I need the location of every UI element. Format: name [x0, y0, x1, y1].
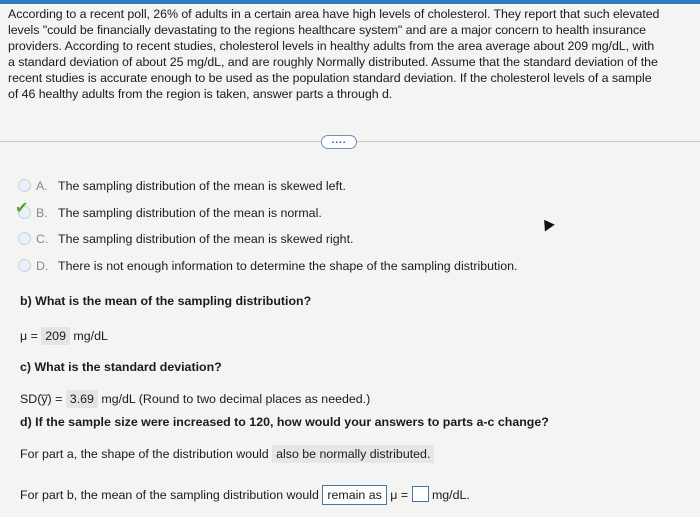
- problem-line: a standard deviation of about 25 mg/dL, and are roughly Normally distributed. Assume that the standard deviation of the: [8, 55, 658, 69]
- top-accent-bar: [0, 0, 700, 4]
- part-c-answer-line: [20, 390, 370, 408]
- part-b-answer-line: [20, 327, 108, 345]
- sd-answer-field[interactable]: 3.69: [66, 390, 98, 408]
- radio-button[interactable]: [18, 179, 31, 192]
- radio-button[interactable]: [18, 232, 31, 245]
- problem-line: of 46 healthy adults from the region is taken, answer parts a through d.: [8, 87, 393, 101]
- sd-suffix: mg/dL (Round to two decimal places as needed.): [101, 392, 371, 406]
- checkmark-icon: ✔: [15, 199, 29, 217]
- mouse-cursor-icon: [539, 216, 555, 231]
- expand-more-button[interactable]: ....: [321, 135, 357, 149]
- part-b-question: b) What is the mean of the sampling distribution?: [20, 294, 312, 308]
- mu-label: μ =: [20, 329, 38, 343]
- problem-line: According to a recent poll, 26% of adults in a certain area have high levels of cholesterol. They report that such elevated: [8, 7, 660, 21]
- radio-button[interactable]: [18, 259, 31, 272]
- option-letter: B.: [36, 205, 48, 220]
- unit-label: mg/dL.: [431, 488, 470, 502]
- problem-line: levels "could be financially devastating to the regions healthcare system" and are a major concern to health insurance: [8, 23, 646, 37]
- part-c-question: c) What is the standard deviation?: [20, 360, 222, 374]
- shape-answer-dropdown[interactable]: also be normally distributed.: [272, 445, 434, 463]
- part-d-line-a: [20, 446, 434, 462]
- sd-label: SD(y̅) =: [20, 392, 63, 406]
- part-b-prefix: For part b, the mean of the sampling distribution would: [20, 488, 319, 502]
- option-text: There is not enough information to determine the shape of the sampling distribution.: [58, 258, 518, 273]
- problem-line: providers. According to recent studies, cholesterol levels in healthy adults from the area average about 209 mg/dL, with: [8, 39, 655, 53]
- unit-label: mg/dL: [73, 329, 108, 343]
- mu-label: μ =: [390, 488, 409, 502]
- option-letter: D.: [36, 258, 49, 273]
- mean-change-dropdown[interactable]: remain as: [322, 485, 386, 505]
- option-text: The sampling distribution of the mean is skewed left.: [58, 179, 346, 193]
- option-letter: A.: [36, 179, 48, 193]
- part-d-question: d) If the sample size were increased to 120, how would your answers to parts a-c change?: [20, 415, 549, 429]
- mean-answer-field[interactable]: 209: [41, 327, 70, 345]
- part-a-prefix: For part a, the shape of the distribution would: [20, 447, 269, 461]
- new-mean-input[interactable]: [412, 486, 429, 502]
- problem-line: recent studies is accurate enough to be used as the population standard deviation. If the cholesterol levels of a sample: [8, 71, 652, 85]
- problem-statement: [8, 6, 694, 102]
- option-text: The sampling distribution of the mean is normal.: [58, 205, 322, 220]
- part-d-line-b: [20, 485, 470, 505]
- option-text: The sampling distribution of the mean is skewed right.: [58, 232, 354, 246]
- option-letter: C.: [36, 232, 49, 246]
